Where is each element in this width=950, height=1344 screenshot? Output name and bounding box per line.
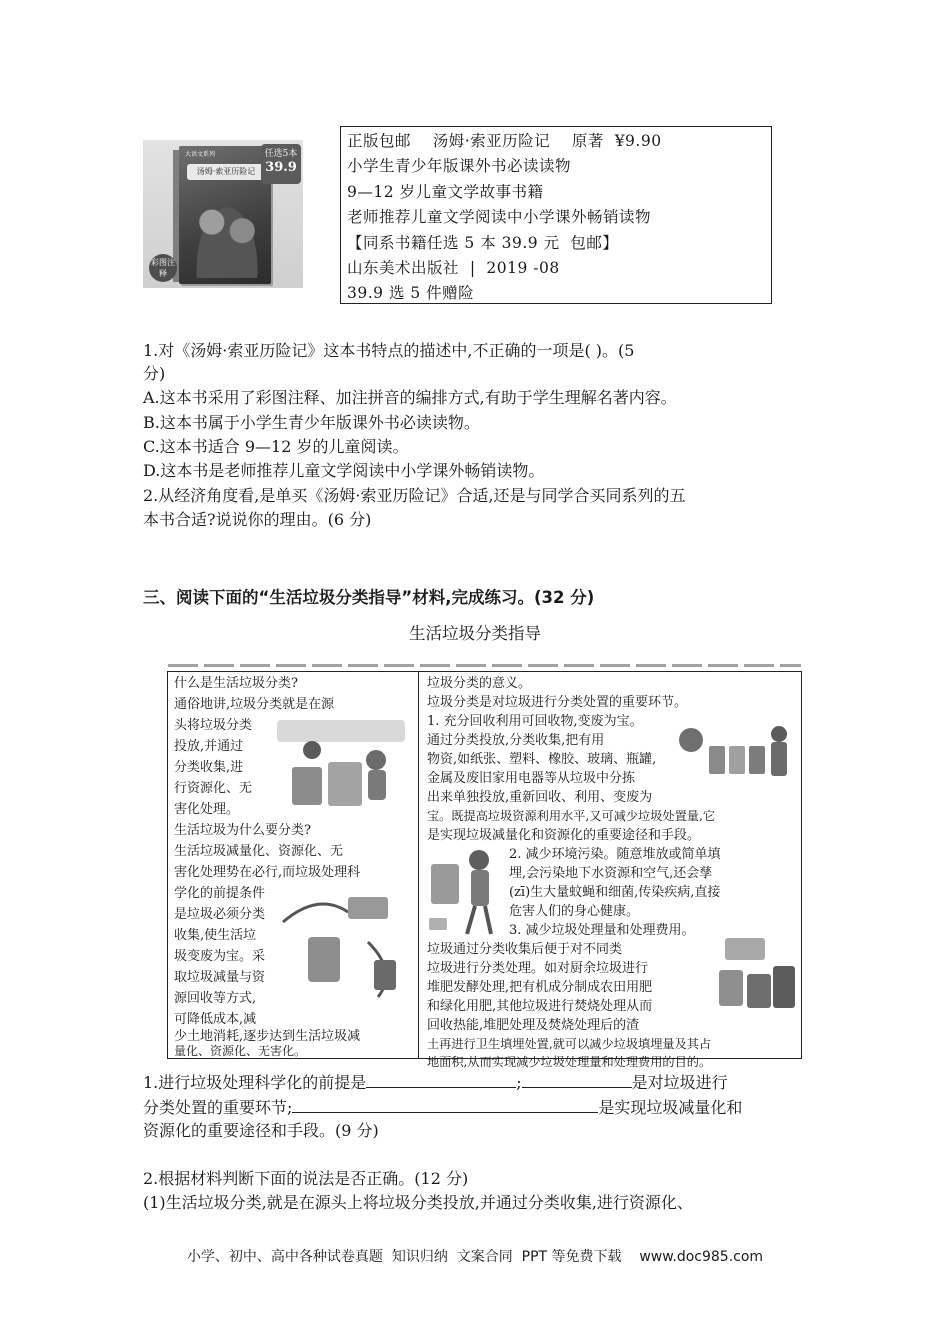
part3-question-1-line-3: 资源化的重要途径和手段。(9 分) — [143, 1121, 379, 1140]
material-text-line: 2. 减少环境污染。随意堆放或简单填 — [509, 847, 721, 862]
listing-line: 【同系书籍任选 5 本 39.9 元 包邮】 — [347, 233, 619, 252]
option-b: B.这本书属于小学生青少年版课外书必读读物。 — [143, 413, 480, 432]
answer-blank-3[interactable] — [292, 1094, 598, 1113]
question-2-line-1: 2.从经济角度看,是单买《汤姆·索亚历险记》合适,还是与同学合买同系列的五 — [143, 486, 686, 505]
option-d: D.这本书是老师推荐儿童文学阅读中小学课外畅销读物。 — [143, 461, 545, 480]
material-text-line: 圾变废为宝。采 — [174, 949, 266, 964]
price-tag-label: 任选5本 — [264, 149, 298, 159]
listing-line: 山东美术出版社 | 2019 -08 — [347, 259, 560, 278]
material-text-line: 生活垃圾减量化、资源化、无 — [174, 844, 344, 859]
option-a: A.这本书采用了彩图注释、加注拼音的编排方式,有助于学生理解名著内容。 — [143, 388, 677, 407]
material-text-line: 什么是生活垃圾分类? — [174, 676, 298, 691]
material-text-line: 垃圾分类是对垃圾进行分类处置的重要环节。 — [427, 695, 688, 710]
material-text-line: 物资,如纸张、塑料、橡胶、玻璃、瓶罐, — [427, 752, 657, 767]
garbage-sorting-material — [167, 671, 802, 1069]
q1-separator: ; — [516, 1073, 522, 1092]
material-text-line: 源回收等方式, — [174, 991, 257, 1006]
book-cover-title: 汤姆·索亚历险记 — [187, 164, 265, 180]
book-series-label: 大语文系列 — [185, 151, 216, 158]
material-text-line: 害化处理势在必行,而垃圾处理科 — [174, 865, 361, 880]
color-annotation-badge: 彩图注释 — [149, 254, 177, 282]
listing-line: 老师推荐儿童文学阅读中小学课外畅销读物 — [347, 208, 652, 227]
material-text-line: 1. 充分回收利用可回收物,变废为宝。 — [427, 714, 643, 729]
option-c: C.这本书适合 9—12 岁的儿童阅读。 — [143, 437, 409, 456]
answer-blank-2[interactable] — [522, 1069, 632, 1088]
material-text-line: 垃圾通过分类收集后便于对不同类 — [427, 942, 623, 957]
price-tag — [261, 144, 301, 184]
material-text-line: 取垃圾减量与资 — [174, 970, 266, 985]
recyclables-sorting-illustration — [669, 712, 797, 792]
material-text-line: 通俗地讲,垃圾分类就是在源 — [174, 697, 335, 712]
q1-prompt-d: 是实现垃圾减量化和 — [598, 1098, 743, 1117]
material-text-line: 金属及废旧家用电器等从垃圾中分拣 — [427, 771, 636, 786]
listing-line: 小学生青少年版课外书必读读物 — [347, 157, 572, 176]
material-text-line: 土再进行卫生填埋处置,就可以减少垃圾填埋量及其占 — [427, 1037, 712, 1051]
littering-boy-illustration — [427, 844, 507, 938]
page-footer: 小学、初中、高中各种试卷真题 知识归纳 文案合同 PPT 等免费下载 www.doc985.com — [186, 1249, 764, 1265]
material-text-line: 回收热能,堆肥处理及焚烧处理后的渣 — [427, 1018, 640, 1033]
question-1-line-1: 1.对《汤姆·索亚历险记》这本书特点的描述中,不正确的一项是( )。(5 — [143, 341, 635, 360]
material-text-line: 少土地消耗,逐步达到生活垃圾减 — [174, 1029, 361, 1044]
material-right-column — [419, 672, 801, 1069]
section-3-heading: 三、阅读下面的“生活垃圾分类指导”材料,完成练习。(32 分) — [143, 588, 595, 607]
book-listing-box — [340, 126, 772, 304]
material-text-line: 堆肥发酵处理,把有机成分制成农田用肥 — [427, 980, 653, 995]
material-text-line: 是实现垃圾减量化和资源化的重要途径和手段。 — [427, 828, 701, 843]
listing-line: 正版包邮 汤姆·索亚历险记 原著 ¥9.90 — [347, 132, 662, 150]
material-text-line: 是垃圾必须分类 — [174, 907, 266, 922]
material-text-line: 垃圾分类的意义。 — [427, 676, 532, 691]
q1-prompt-c: 分类处置的重要环节; — [143, 1098, 293, 1117]
material-text-line: 分类收集,进 — [174, 760, 244, 775]
material-text-line: (zī)生大量蚊蝇和细菌,传染疾病,直接 — [509, 885, 721, 900]
price-tag-price: 39.9 — [265, 160, 297, 175]
material-left-column — [168, 672, 419, 1058]
answer-blank-1[interactable] — [366, 1069, 516, 1088]
composting-bins-illustration — [715, 930, 799, 1014]
material-text-line: 宝。既提高垃圾资源利用水平,又可减少垃圾处置量,它 — [427, 809, 716, 823]
book-cover-image — [143, 140, 303, 288]
kids-sorting-bins-illustration — [272, 712, 412, 812]
material-text-line: 通过分类投放,分类收集,把有用 — [427, 733, 605, 748]
material-text-line: 头将垃圾分类 — [174, 718, 253, 733]
material-text-line: 地面积,从而实现减少垃圾处理量和处理费用的目的。 — [427, 1055, 712, 1069]
q1-prompt-b: 是对垃圾进行 — [631, 1073, 728, 1092]
material-text-line: 行资源化、无 — [174, 781, 253, 796]
material-text-line: 危害人们的身心健康。 — [509, 904, 640, 919]
listing-line: 9—12 岁儿童文学故事书籍 — [347, 182, 544, 201]
material-text-line: 生活垃圾为什么要分类? — [174, 823, 311, 838]
material-text-line: 收集,使生活垃 — [174, 928, 257, 943]
book-illustration — [189, 192, 265, 278]
part3-question-2: 2.根据材料判断下面的说法是否正确。(12 分) — [143, 1169, 469, 1188]
q1-prompt-a: 1.进行垃圾处理科学化的前提是 — [143, 1073, 367, 1092]
material-text-line: 害化处理。 — [174, 802, 240, 817]
question-2-line-2: 本书合适?说说你的理由。(6 分) — [143, 510, 372, 529]
listing-line: 39.9 选 5 件赠险 — [347, 284, 475, 303]
question-1-line-2: 分) — [143, 364, 166, 383]
part3-question-2-item-1: (1)生活垃圾分类,就是在源头上将垃圾分类投放,并通过分类收集,进行资源化、 — [143, 1193, 693, 1212]
material-title: 生活垃圾分类指导 — [409, 624, 541, 643]
material-text-line: 和绿化用肥,其他垃圾进行焚烧处理从而 — [427, 999, 653, 1014]
material-text-line: 3. 减少垃圾处理量和处理费用。 — [509, 923, 695, 938]
material-text-line: 出来单独投放,重新回收、利用、变废为 — [427, 790, 653, 805]
part3-question-1-line-2 — [143, 1094, 742, 1120]
material-text-line: 可降低成本,减 — [174, 1012, 257, 1027]
material-text-line: 埋,会污染地下水资源和空气,还会孳 — [509, 866, 713, 881]
material-text-line: 量化、资源化、无害化。 — [174, 1044, 307, 1058]
recycling-flow-illustration — [278, 882, 410, 1002]
material-text-line: 学化的前提条件 — [174, 886, 266, 901]
part3-question-1-line-1 — [143, 1069, 728, 1095]
material-text-line: 投放,并通过 — [174, 739, 244, 754]
material-text-line: 垃圾进行分类处理。如对厨余垃圾进行 — [427, 961, 649, 976]
